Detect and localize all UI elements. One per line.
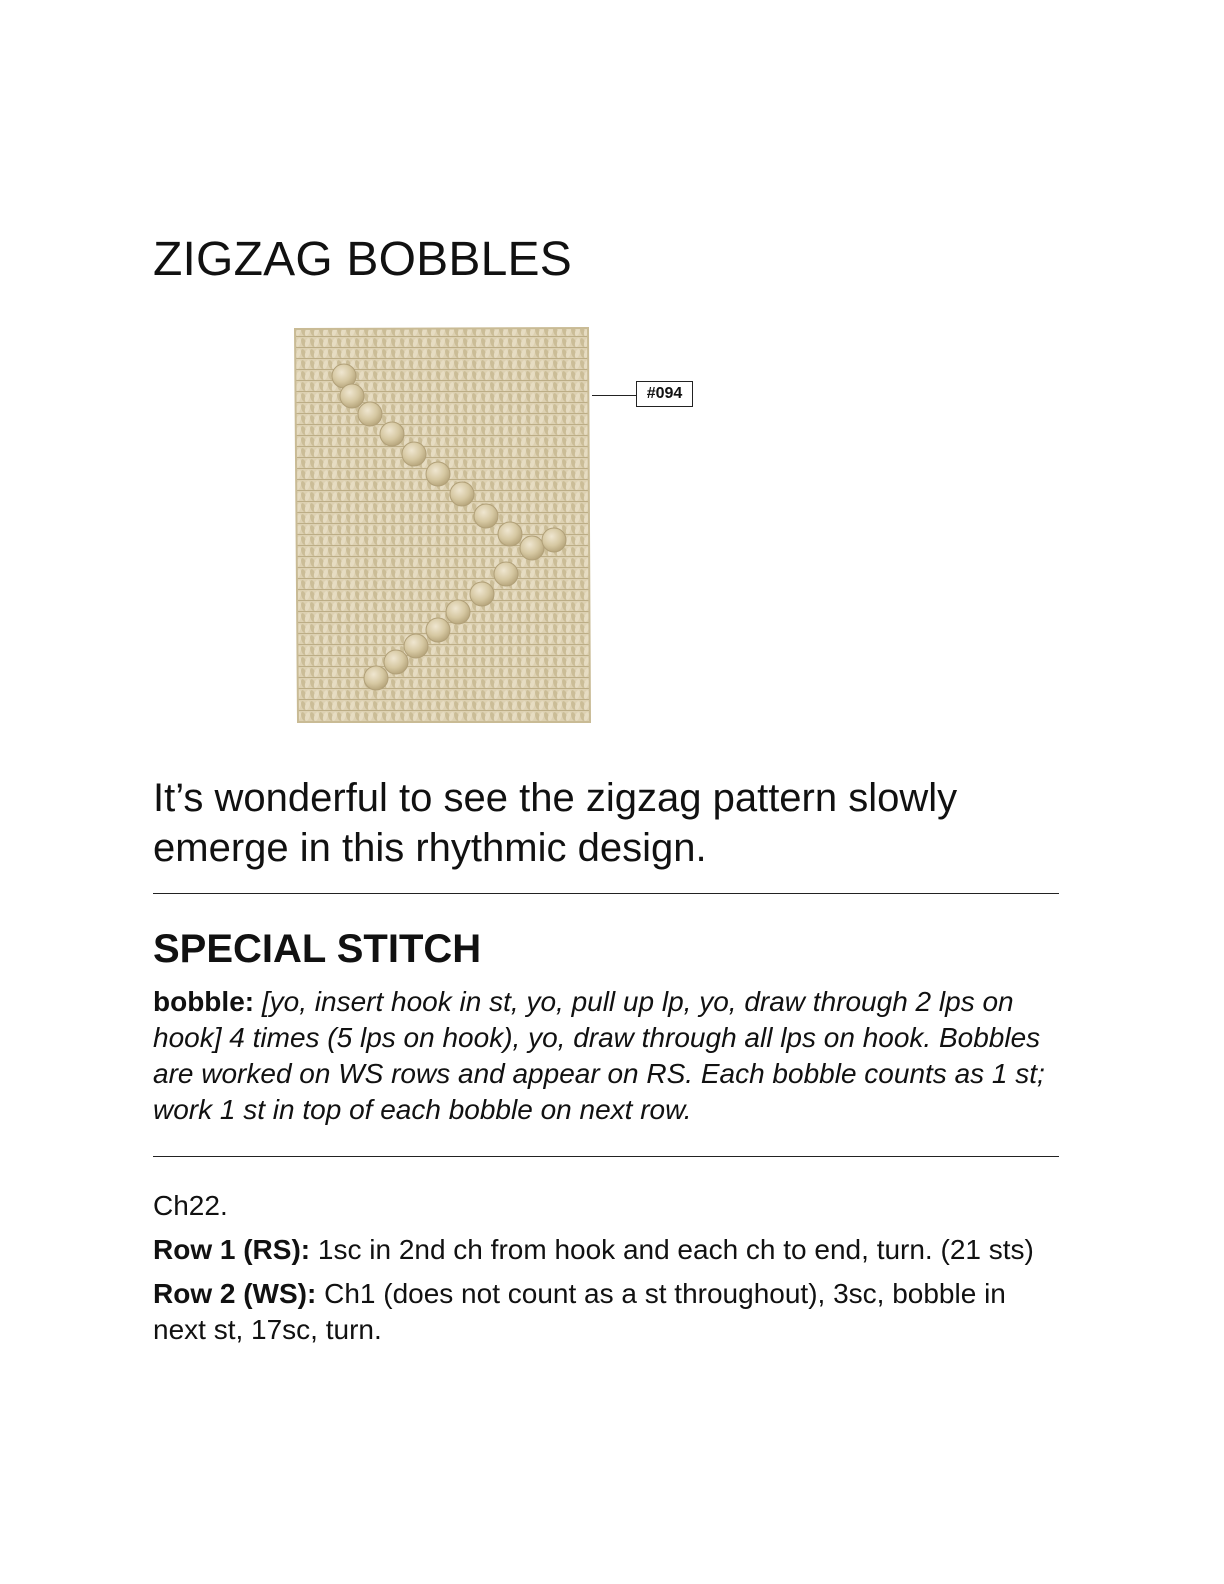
row-label: Row 2 (WS): [153,1278,317,1309]
bobble-stitch [340,384,364,408]
bobble-stitch [404,634,428,658]
bobble-stitch [542,528,566,552]
bobble-stitch [470,582,494,606]
row-1 [153,1232,1063,1268]
starting-chain: Ch22. [153,1190,228,1221]
pattern-instructions [153,1188,1063,1348]
bobble-stitch [520,536,544,560]
stitch-term: bobble: [153,986,255,1017]
bobble-stitch [364,666,388,690]
swatch-number-tag: #094 [636,381,693,407]
bobble-stitch [494,562,518,586]
intro-text: It’s wonderful to see the zigzag pattern slowly emerge in this rhythmic design. [153,776,958,870]
bobble-stitch [426,462,450,486]
special-stitch-heading: SPECIAL STITCH [153,927,482,971]
divider [153,893,1059,894]
bobble-stitch [384,650,408,674]
bobble-stitch [446,600,470,624]
page-title: ZIGZAG BOBBLES [153,233,572,286]
callout-line [592,395,636,396]
bobble-stitch [358,402,382,426]
bobble-stitch [402,442,426,466]
row-text: 1sc in 2nd ch from hook and each ch to end, turn. (21 sts) [317,1234,1034,1265]
divider [153,1156,1059,1157]
swatch-image [292,326,592,724]
row-text: Ch1 (does not count as a st throughout), 3sc, bobble in next st, 17sc, turn. [153,1278,1006,1345]
stitch-definition: [yo, insert hook in st, yo, pull up lp, yo, draw through 2 lps on hook] 4 times (5 lps on hook), yo, draw through all lps on hook. Bobbles are worked on WS rows and appear on RS. Each bobble counts as 1 st; work 1 st in top of each bobble on next row. [153,986,1045,1125]
bobble-stitch [474,504,498,528]
bobble-stitch [450,482,474,506]
bobble-stitch [498,522,522,546]
row-2 [153,1276,1063,1348]
crochet-swatch-photo [292,326,592,724]
row-label: Row 1 (RS): [153,1234,311,1265]
bobble-stitch [380,422,404,446]
bobble-stitch [426,618,450,642]
special-stitch-text [153,984,1053,1128]
